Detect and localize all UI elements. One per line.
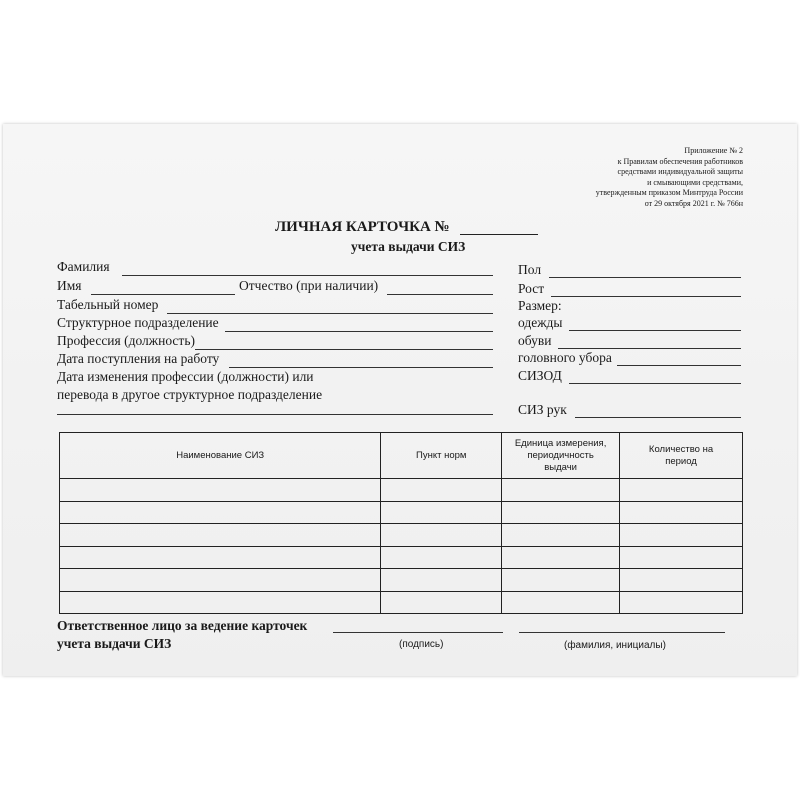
table-cell[interactable]: [620, 524, 743, 547]
table-cell[interactable]: [620, 591, 743, 614]
card-number-field[interactable]: [460, 234, 538, 235]
hands-label: СИЗ рук: [518, 402, 567, 417]
profession-label: Профессия (должность): [57, 333, 195, 348]
table-cell[interactable]: [620, 546, 743, 569]
personnel-number-label: Табельный номер: [57, 297, 159, 312]
table-cell[interactable]: [60, 479, 381, 502]
table-cell[interactable]: [381, 524, 502, 547]
height-field[interactable]: [551, 296, 741, 297]
table-row: [60, 479, 743, 502]
table-cell[interactable]: [502, 546, 620, 569]
column-header: Наименование СИЗ: [60, 433, 381, 479]
table-cell[interactable]: [502, 524, 620, 547]
table-cell[interactable]: [381, 591, 502, 614]
form-title: ЛИЧНАЯ КАРТОЧКА №: [275, 219, 450, 235]
hire-date-field[interactable]: [229, 367, 493, 368]
form-sheet: [3, 124, 797, 676]
shoes-size-label: обуви: [518, 333, 552, 348]
table-row: [60, 546, 743, 569]
clothes-size-field[interactable]: [569, 330, 741, 331]
table-row: [60, 569, 743, 592]
department-field[interactable]: [225, 331, 493, 332]
signature-caption: (подпись): [399, 639, 444, 650]
surname-field[interactable]: [122, 275, 493, 276]
clothes-size-label: одежды: [518, 315, 563, 330]
table-cell[interactable]: [502, 569, 620, 592]
table-cell[interactable]: [502, 501, 620, 524]
appendix-line: к Правилам обеспечения работников: [617, 156, 743, 166]
sex-field[interactable]: [549, 277, 741, 278]
table-cell[interactable]: [620, 501, 743, 524]
column-header: Пункт норм: [381, 433, 502, 479]
appendix-line: Приложение № 2: [684, 146, 743, 155]
table-cell[interactable]: [620, 569, 743, 592]
headwear-size-field[interactable]: [617, 365, 741, 366]
table-cell[interactable]: [60, 501, 381, 524]
form-subtitle: учета выдачи СИЗ: [351, 239, 466, 254]
sex-label: Пол: [518, 262, 542, 277]
siz-table: [59, 432, 743, 614]
sizod-label: СИЗОД: [518, 368, 562, 383]
table-cell[interactable]: [381, 479, 502, 502]
table-row: [60, 501, 743, 524]
table-cell[interactable]: [60, 546, 381, 569]
height-label: Рост: [518, 281, 545, 296]
appendix-note: [596, 146, 743, 210]
sizod-field[interactable]: [569, 383, 741, 384]
responsible-label-line1: Ответственное лицо за ведение карточек: [57, 618, 308, 633]
change-date-label-line2: перевода в другое структурное подразделение: [57, 387, 323, 402]
column-header: Количество на период: [620, 433, 743, 479]
profession-field[interactable]: [195, 349, 493, 350]
surname-label: Фамилия: [57, 259, 110, 274]
department-label: Структурное подразделение: [57, 315, 219, 330]
table-cell[interactable]: [502, 591, 620, 614]
full-name-field[interactable]: [519, 632, 725, 633]
personnel-number-field[interactable]: [167, 313, 493, 314]
table-cell[interactable]: [60, 569, 381, 592]
name-label: Имя: [57, 278, 82, 293]
shoes-size-field[interactable]: [558, 348, 741, 349]
table-cell[interactable]: [60, 524, 381, 547]
change-date-field[interactable]: [57, 414, 493, 415]
hands-field[interactable]: [575, 417, 741, 418]
table-cell[interactable]: [381, 546, 502, 569]
patronymic-field[interactable]: [387, 294, 493, 295]
headwear-size-label: головного убора: [518, 350, 612, 365]
patronymic-label: Отчество (при наличии): [239, 278, 379, 293]
table-cell[interactable]: [381, 501, 502, 524]
change-date-label-line1: Дата изменения профессии (должности) или: [57, 369, 314, 384]
table-cell[interactable]: [620, 479, 743, 502]
table-cell[interactable]: [502, 479, 620, 502]
signature-field[interactable]: [333, 632, 503, 633]
table-cell[interactable]: [60, 591, 381, 614]
full-name-caption: (фамилия, инициалы): [564, 640, 666, 651]
table-header-row: [60, 433, 743, 479]
table-row: [60, 591, 743, 614]
column-header: Единица измерения, периодичность выдачи: [502, 433, 620, 479]
name-field[interactable]: [91, 294, 235, 295]
table-cell[interactable]: [381, 569, 502, 592]
appendix-line: средствами индивидуальной защиты: [617, 167, 743, 177]
appendix-line: от 29 октября 2021 г. № 766н: [644, 198, 743, 208]
responsible-label-line2: учета выдачи СИЗ: [57, 636, 172, 651]
appendix-line: утвержденным приказом Минтруда России: [595, 188, 743, 198]
hire-date-label: Дата поступления на работу: [57, 351, 220, 366]
size-label: Размер:: [518, 298, 562, 313]
table-row: [60, 524, 743, 547]
appendix-line: и смывающими средствами,: [647, 177, 743, 187]
